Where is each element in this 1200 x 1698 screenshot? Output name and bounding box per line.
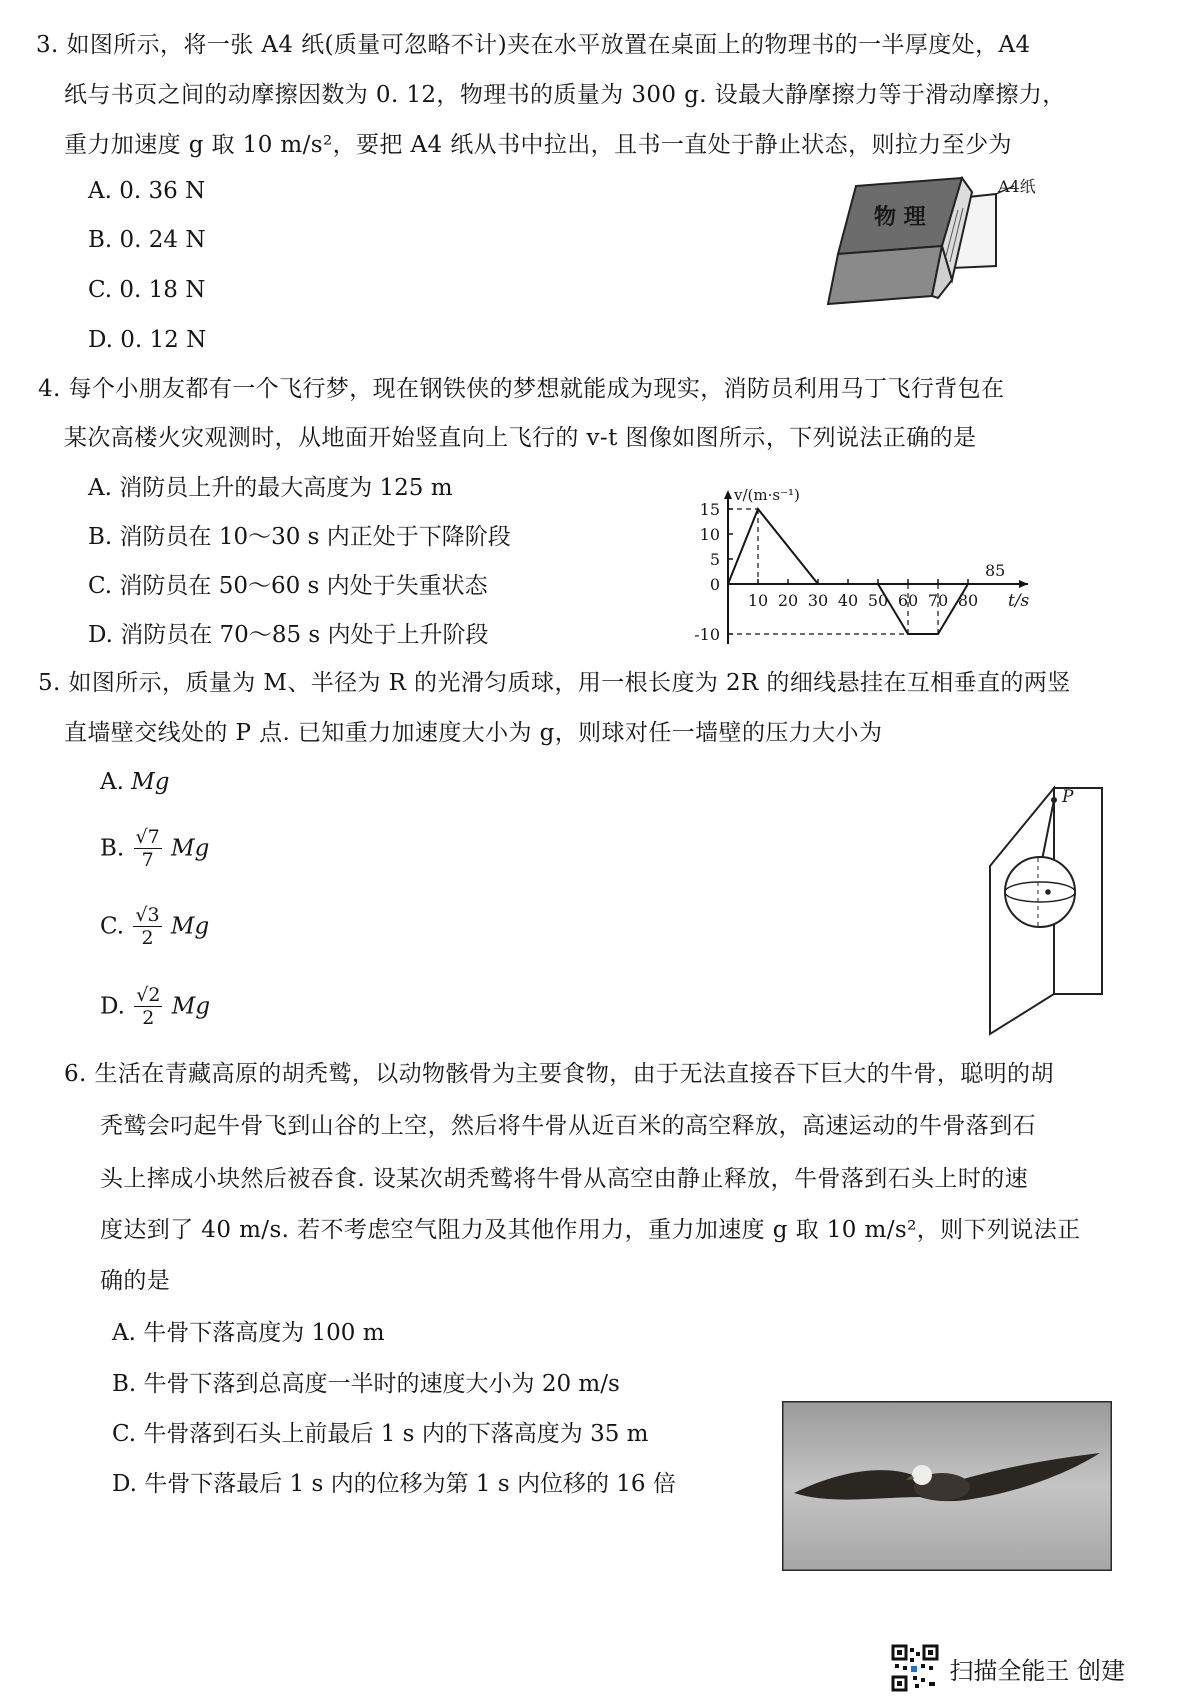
y-tick-label: 15: [699, 500, 720, 519]
y-tick-label: 10: [699, 525, 720, 544]
option-label: D.: [100, 993, 125, 1020]
fraction: [133, 904, 161, 949]
fraction-denominator: 2: [141, 927, 154, 949]
sphere: [1005, 857, 1075, 927]
question-6-option-a: A. 牛骨下落高度为 100 m: [112, 1320, 385, 1346]
question-6-option-d: D. 牛骨下落最后 1 s 内的位移为第 1 s 内位移的 16 倍: [112, 1471, 676, 1497]
velocity-data-point: [937, 633, 939, 635]
question-3-line-1: 3. 如图所示，将一张 A4 纸(质量可忽略不计)夹在水平放置在桌面上的物理书的一半厚度处，A4: [36, 32, 1031, 58]
fraction-numerator: √2: [136, 984, 161, 1006]
question-5-option-b: [100, 826, 209, 871]
question-3-line-3: 重力加速度 g 取 10 m/s²，要把 A4 纸从书中拉出，且书一直处于静止状态，则拉力至少为: [64, 132, 1012, 158]
option-expression: Mg: [171, 993, 211, 1020]
velocity-data-point: [907, 633, 909, 635]
x-tick-label: 70: [927, 591, 949, 610]
fraction-denominator: 7: [141, 849, 154, 871]
scanner-app-label: 扫描全能王 创建: [949, 1656, 1125, 1685]
velocity-data-point: [727, 583, 729, 585]
question-5-line-2: 直墙壁交线处的 P 点. 已知重力加速度大小为 g，则球对任一墙壁的压力大小为: [64, 720, 883, 746]
scanner-watermark: [891, 1644, 1125, 1692]
book-figure: [820, 168, 1060, 318]
x-axis-arrow: [1019, 580, 1028, 588]
point-p-label: P: [1062, 787, 1074, 807]
velocity-data-point: [877, 583, 879, 585]
question-3-option-a: A. 0. 36 N: [88, 178, 206, 204]
x-tick-label: 85: [985, 561, 1006, 580]
x-tick-label: 40: [837, 591, 859, 610]
velocity-data-point: [757, 508, 759, 510]
velocity-data-point: [967, 583, 969, 585]
option-label: B.: [100, 835, 125, 862]
question-4-line-1: 4. 每个小朋友都有一个飞行梦，现在钢铁侠的梦想就能成为现实，消防员利用马丁飞行背包在: [38, 376, 1005, 402]
question-5-line-1: 5. 如图所示，质量为 M、半径为 R 的光滑匀质球，用一根长度为 2R 的细线悬挂在互相垂直的两竖: [38, 670, 1071, 696]
y-axis-arrow: [724, 490, 732, 499]
question-4-option-d: D. 消防员在 70～85 s 内处于上升阶段: [88, 622, 489, 648]
option-label: C.: [100, 913, 125, 940]
x-tick-label: 60: [897, 591, 919, 610]
question-3-option-c: C. 0. 18 N: [88, 277, 206, 303]
question-5-option-a: [100, 766, 170, 797]
y-tick-label: -10: [694, 625, 720, 644]
qr-code-icon: [891, 1644, 939, 1692]
sphere-center-dot: [1045, 889, 1051, 895]
velocity-series-line: [728, 509, 983, 634]
x-tick-label: 10: [747, 591, 769, 610]
x-tick-label: 80: [957, 591, 979, 610]
question-6-option-c: C. 牛骨落到石头上前最后 1 s 内的下落高度为 35 m: [112, 1421, 649, 1447]
string-line: [1042, 800, 1054, 860]
question-6-option-b: B. 牛骨下落到总高度一半时的速度大小为 20 m/s: [112, 1371, 620, 1397]
y-axis-label: v/(m·s⁻¹): [734, 486, 800, 504]
question-6-line-3: 头上摔成小块然后被吞食. 设某次胡秃鹫将牛骨从高空由静止释放，牛骨落到石头上时的速: [100, 1166, 1029, 1192]
question-6-line-2: 秃鹫会叼起牛骨飞到山谷的上空，然后将牛骨从近百米的高空释放，高速运动的牛骨落到石: [100, 1113, 1036, 1139]
fraction-denominator: 2: [142, 1007, 155, 1029]
y-tick-label: 5: [709, 550, 720, 569]
a4-paper-label: A4纸: [998, 177, 1036, 196]
option-label: A.: [100, 769, 124, 795]
y-tick-label: 0: [709, 575, 720, 594]
wall-sphere-figure: [980, 774, 1110, 1044]
option-expression: Mg: [170, 913, 210, 940]
question-4-line-2: 某次高楼火灾观测时，从地面开始竖直向上飞行的 v-t 图像如图所示，下列说法正确的是: [64, 425, 977, 451]
book-spine: [828, 246, 942, 304]
question-3-option-d: D. 0. 12 N: [88, 327, 207, 353]
question-6-line-1: 6. 生活在青藏高原的胡秃鹫，以动物骸骨为主要食物，由于无法直接吞下巨大的牛骨，聪明的胡: [64, 1061, 1054, 1087]
fraction-numerator: √7: [135, 826, 160, 848]
option-expression: Mg: [131, 769, 170, 795]
question-3-line-2: 纸与书页之间的动摩擦因数为 0. 12，物理书的质量为 300 g. 设最大静摩擦力等于滑动摩擦力，: [64, 82, 1066, 108]
question-6-line-4: 度达到了 40 m/s. 若不考虑空气阻力及其他作用力，重力加速度 g 取 10 m/s²，则下列说法正: [100, 1217, 1081, 1243]
question-5-option-d: [100, 984, 210, 1029]
vulture-photo: [782, 1401, 1112, 1571]
x-tick-label: 50: [867, 591, 889, 610]
question-4-option-c: C. 消防员在 50～60 s 内处于失重状态: [88, 573, 488, 599]
fraction: [134, 826, 162, 871]
fraction-numerator: √3: [135, 904, 160, 926]
x-tick-label: 20: [777, 591, 799, 610]
book-title: 物 理: [874, 204, 926, 230]
question-6-line-5: 确的是: [100, 1268, 171, 1294]
vulture-head: [912, 1465, 932, 1485]
velocity-data-point: [817, 583, 819, 585]
question-3-option-b: B. 0. 24 N: [88, 227, 206, 253]
question-4-option-a: A. 消防员上升的最大高度为 125 m: [88, 475, 453, 501]
velocity-data-point: [982, 583, 984, 585]
question-5-option-c: [100, 904, 209, 949]
option-expression: Mg: [171, 835, 210, 862]
x-axis-label: t/s: [1008, 591, 1030, 611]
question-4-option-b: B. 消防员在 10～30 s 内正处于下降阶段: [88, 524, 511, 550]
vt-chart: [690, 466, 1060, 666]
fraction: [134, 984, 162, 1029]
x-tick-label: 30: [807, 591, 829, 610]
